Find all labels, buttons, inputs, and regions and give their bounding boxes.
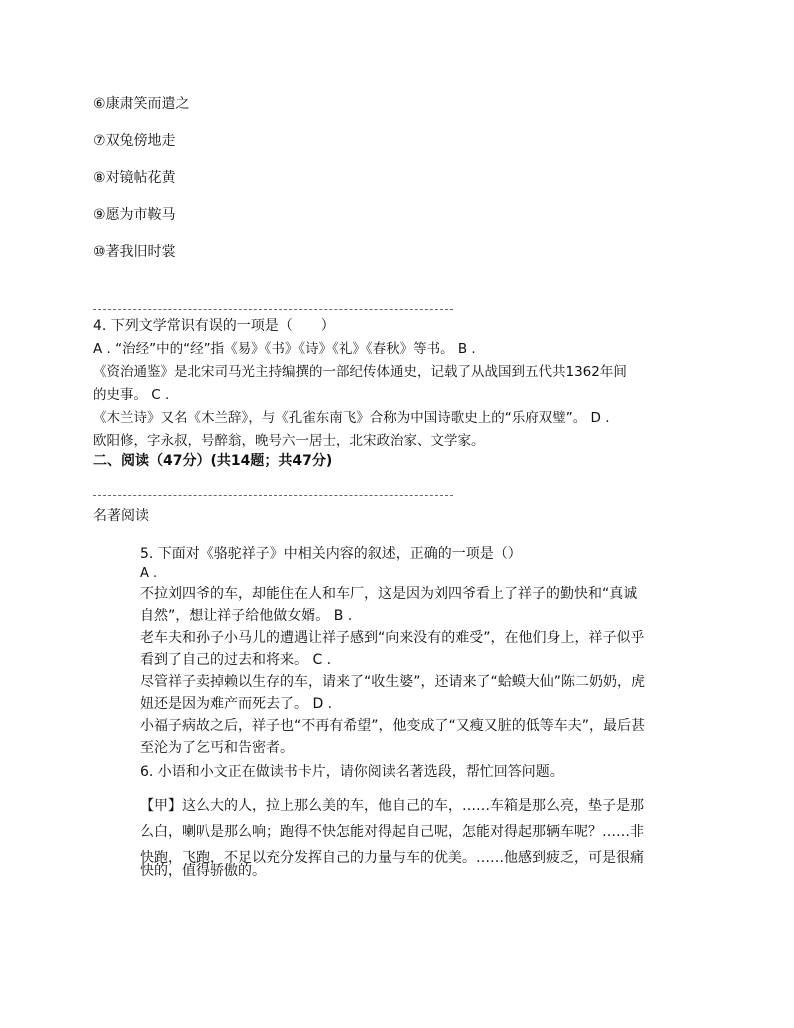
q6-passage-line: 快跑，飞跑，不足以充分发挥自己的力量与车的优美。……他感到疲乏，可是很痛 — [140, 850, 644, 866]
q5-line: 自然”，想让祥子给他做女婿。 B . — [140, 608, 353, 624]
vocab-item — [93, 205, 176, 225]
item-number: ⑩ — [93, 244, 106, 260]
q6-question: 6. 小语和小文正在做读书卡片，请你阅读名著选段，帮忙回答问题。 — [140, 764, 564, 780]
section-heading: 二、阅读（47分）(共14题；共47分) — [93, 453, 333, 469]
q6-passage-line: 快的，值得骄傲的。 — [140, 863, 266, 879]
q5-option: A . — [140, 566, 158, 581]
q5-line: 小福子病故之后，祥子也“不再有希望”，他变成了“又瘦又脏的低等车夫”，最后甚 — [140, 718, 646, 734]
q5-line: 妞还是因为难产而死去了。 D . — [140, 696, 333, 712]
item-number: ⑦ — [93, 133, 106, 149]
q5-line: 老车夫和孙子小马儿的遭遇让祥子感到“向来没有的难受”，在他们身上，祥子似乎 — [140, 630, 645, 646]
item-number: ⑨ — [93, 207, 106, 223]
q4-line: 《木兰诗》又名《木兰辞》，与《孔雀东南飞》合称为中国诗歌史上的“乐府双璧”。 D . — [93, 410, 610, 426]
item-number: ⑥ — [93, 96, 106, 112]
q6-passage-line: 么白，喇叭是那么响；跑得不快怎能对得起自己呢，怎能对得起那辆车呢？……非 — [140, 824, 644, 840]
divider — [93, 309, 453, 310]
q4-question: 4. 下列文学常识有误的一项是（ ） — [93, 318, 335, 334]
q4-line: 的史事。 C . — [93, 387, 170, 403]
vocab-item — [93, 168, 176, 188]
item-text: 双兔傍地走 — [105, 133, 176, 149]
item-text: 愿为市鞍马 — [105, 207, 176, 223]
divider — [93, 495, 453, 496]
q4-line: 欧阳修，字永叔，号醉翁，晚号六一居士，北宋政治家、文学家。 — [93, 433, 485, 449]
q5-line: 尽管祥子卖掉赖以生存的车，请来了“收生婆”，还请来了“蛤蟆大仙”陈二奶奶，虎 — [140, 674, 646, 690]
q4-line: 《资治通鉴》是北宋司马光主持编撰的一部纪传体通史，记载了从战国到五代共1362年间 — [93, 364, 627, 380]
vocab-item — [93, 94, 190, 114]
q5-question: 5. 下面对《骆驼祥子》中相关内容的叙述，正确的一项是（） — [140, 546, 522, 562]
item-text: 康肃笑而遣之 — [105, 96, 190, 112]
q5-line: 不拉刘四爷的车，却能住在人和车厂，这是因为刘四爷看上了祥子的勤快和“真诚 — [140, 586, 638, 602]
item-text: 对镜帖花黄 — [105, 170, 176, 186]
item-text: 著我旧时裳 — [105, 244, 176, 260]
vocab-item — [93, 131, 176, 151]
item-number: ⑧ — [93, 170, 106, 186]
q6-passage-line: 【甲】这么大的人，拉上那么美的车，他自己的车，……车箱是那么亮，垫子是那 — [140, 798, 644, 814]
q5-line: 至沦为了乞丐和告密者。 — [140, 740, 294, 756]
q4-line: A . “治经”中的“经”指《易》《书》《诗》《礼》《春秋》等书。 B . — [93, 341, 476, 357]
subsection-heading: 名著阅读 — [93, 508, 149, 524]
vocab-item — [93, 242, 176, 262]
q5-line: 看到了自己的过去和将来。 C . — [140, 652, 332, 668]
